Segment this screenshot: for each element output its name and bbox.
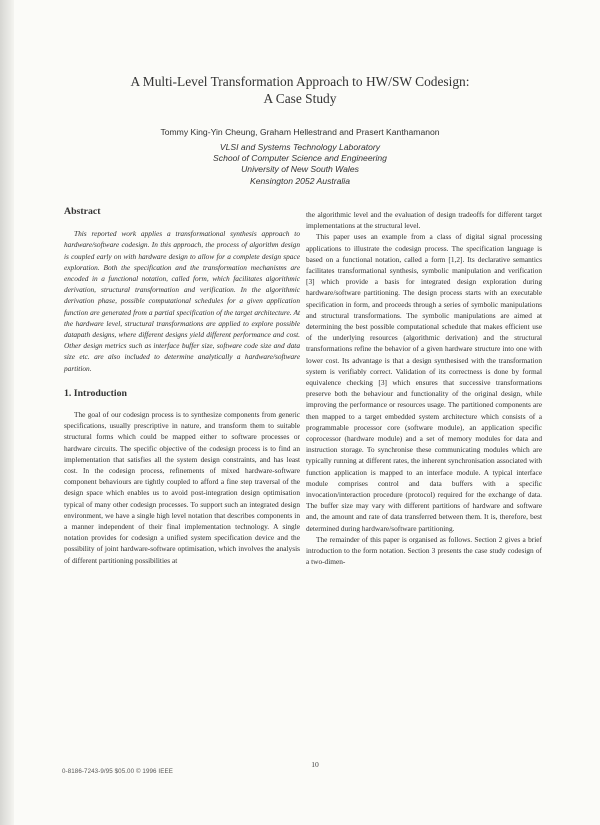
title-line-1: A Multi-Level Transformation Approach to HW/SW Codesign:	[130, 74, 470, 89]
affiliation-block	[60, 142, 540, 187]
affiliation-location: Kensington 2052 Australia	[249, 175, 350, 186]
abstract-heading: Abstract	[64, 206, 101, 217]
introduction-paragraph-2: This paper uses an example from a class of digital signal processing applications to illustrate the codesign process. The specification language is based on a functional notation, called a form [1,2]. Its declarative semantics facilitates transformational synthesis, symbolic manipulation and verification [3] which provide a basis for integrated design exploration during hardware/software partitioning. The design process starts with an executable specification in form, and proceeds through a series of symbolic manipulations and structural transformations. The symbolic manipulations are aimed at determining the best possible computational schedule that makes efficient use of the underlying resources (algorithmic derivation) and the structural transformations refine the behavior of a given hardware structure into one with lower cost. Its advantage is that a design synthesised with the transformation system is verifiably correct. Validation of its correctness is done by formal equivalence checking [3] which ensures that successive transformations preserve both the behaviour and functionality of the original design, while improving the performance or resources usage. The partitioned components are then mapped to a target embedded system architecture which consists of a programmable processor core (software module), an application specific coprocessor (hardware module) and a set of memory modules for data and instruction storage. To synchronise these communicating modules which are typically running at different rates, the inherent synchronisation associated with function application is mapped to an interface module. A typical interface module comprises control and data buffers with a specific invocation/interaction procedure (protocol) required for the exchange of data. The buffer size may vary with different partitions of hardware and software and, the amount and rate of data transferred between them. It is, therefore, best determined during hardware/software partitioning.	[306, 232, 542, 533]
title-line-2: A Case Study	[263, 91, 337, 106]
page-number: 10	[311, 760, 319, 769]
right-column	[306, 209, 542, 568]
paper-title	[60, 73, 540, 107]
affiliation-lab: VLSI and Systems Technology Laboratory	[219, 142, 381, 152]
copyright-identifier: 0-8186-7243-9/95 $05.00 © 1996 IEEE	[62, 768, 173, 775]
left-column	[64, 206, 300, 566]
abstract-text: This reported work applies a transformational synthesis approach to hardware/software codesign. In this approach, the process of algorithm design is coupled early on with hardware design to allow for a complete design space exploration. Both the specification and the transformation mechanisms are encoded in a functional notation, called form, which facilitates algorithmic derivation, structural transformation and verification. In the algorithmic derivation phase, possible computational schedules for a given application function are generated from a partial specification of the target architecture. At the hardware level, structural transformations are applied to explore possible datapath designs, where different designs yield different performance and cost. Other design metrics such as interface buffer size, software code size and data size etc. are also included to determine analytically a hardware/software partition.	[64, 229, 300, 373]
author-list: Tommy King-Yin Cheung, Graham Hellestrand and Prasert Kanthamanon	[160, 127, 440, 137]
introduction-paragraph-1: The goal of our codesign process is to synthesize components from generic specifications, usually prescriptive in nature, and transform them to suitable structural forms which could be mapped either to software processes or hardware circuits. The specific objective of the codesign process is to find an implementation that satisfies all the system design constraints, and has least cost. In the codesign process, refinements of mixed hardware-software component behaviours are tightly coupled to afford a fine step traversal of the design space which enables us to avoid post-integration design optimisation typical of many other codesign processes. To support such an integrated design environment, we have a single high level notation that describes components in a manner independent of their final implementation technology. A single notation provides for codesign a unified system specification device and the possibility of joint hardware-software optimisation, which involves the analysis of different partitioning possibilities at	[64, 410, 300, 565]
scan-page-edge	[0, 0, 14, 825]
affiliation-school: School of Computer Science and Engineering	[213, 153, 387, 164]
introduction-heading: 1. Introduction	[64, 387, 127, 399]
introduction-paragraph-3: The remainder of this paper is organised as follows. Section 2 gives a brief introduction to the form notation. Section 3 presents the case study codesign of a two-dimen-	[306, 534, 542, 567]
affiliation-university: University of New South Wales	[241, 164, 359, 175]
introduction-paragraph-1-continued: the algorithmic level and the evaluation of design tradeoffs for different target implementations at the structural level.	[306, 210, 542, 231]
